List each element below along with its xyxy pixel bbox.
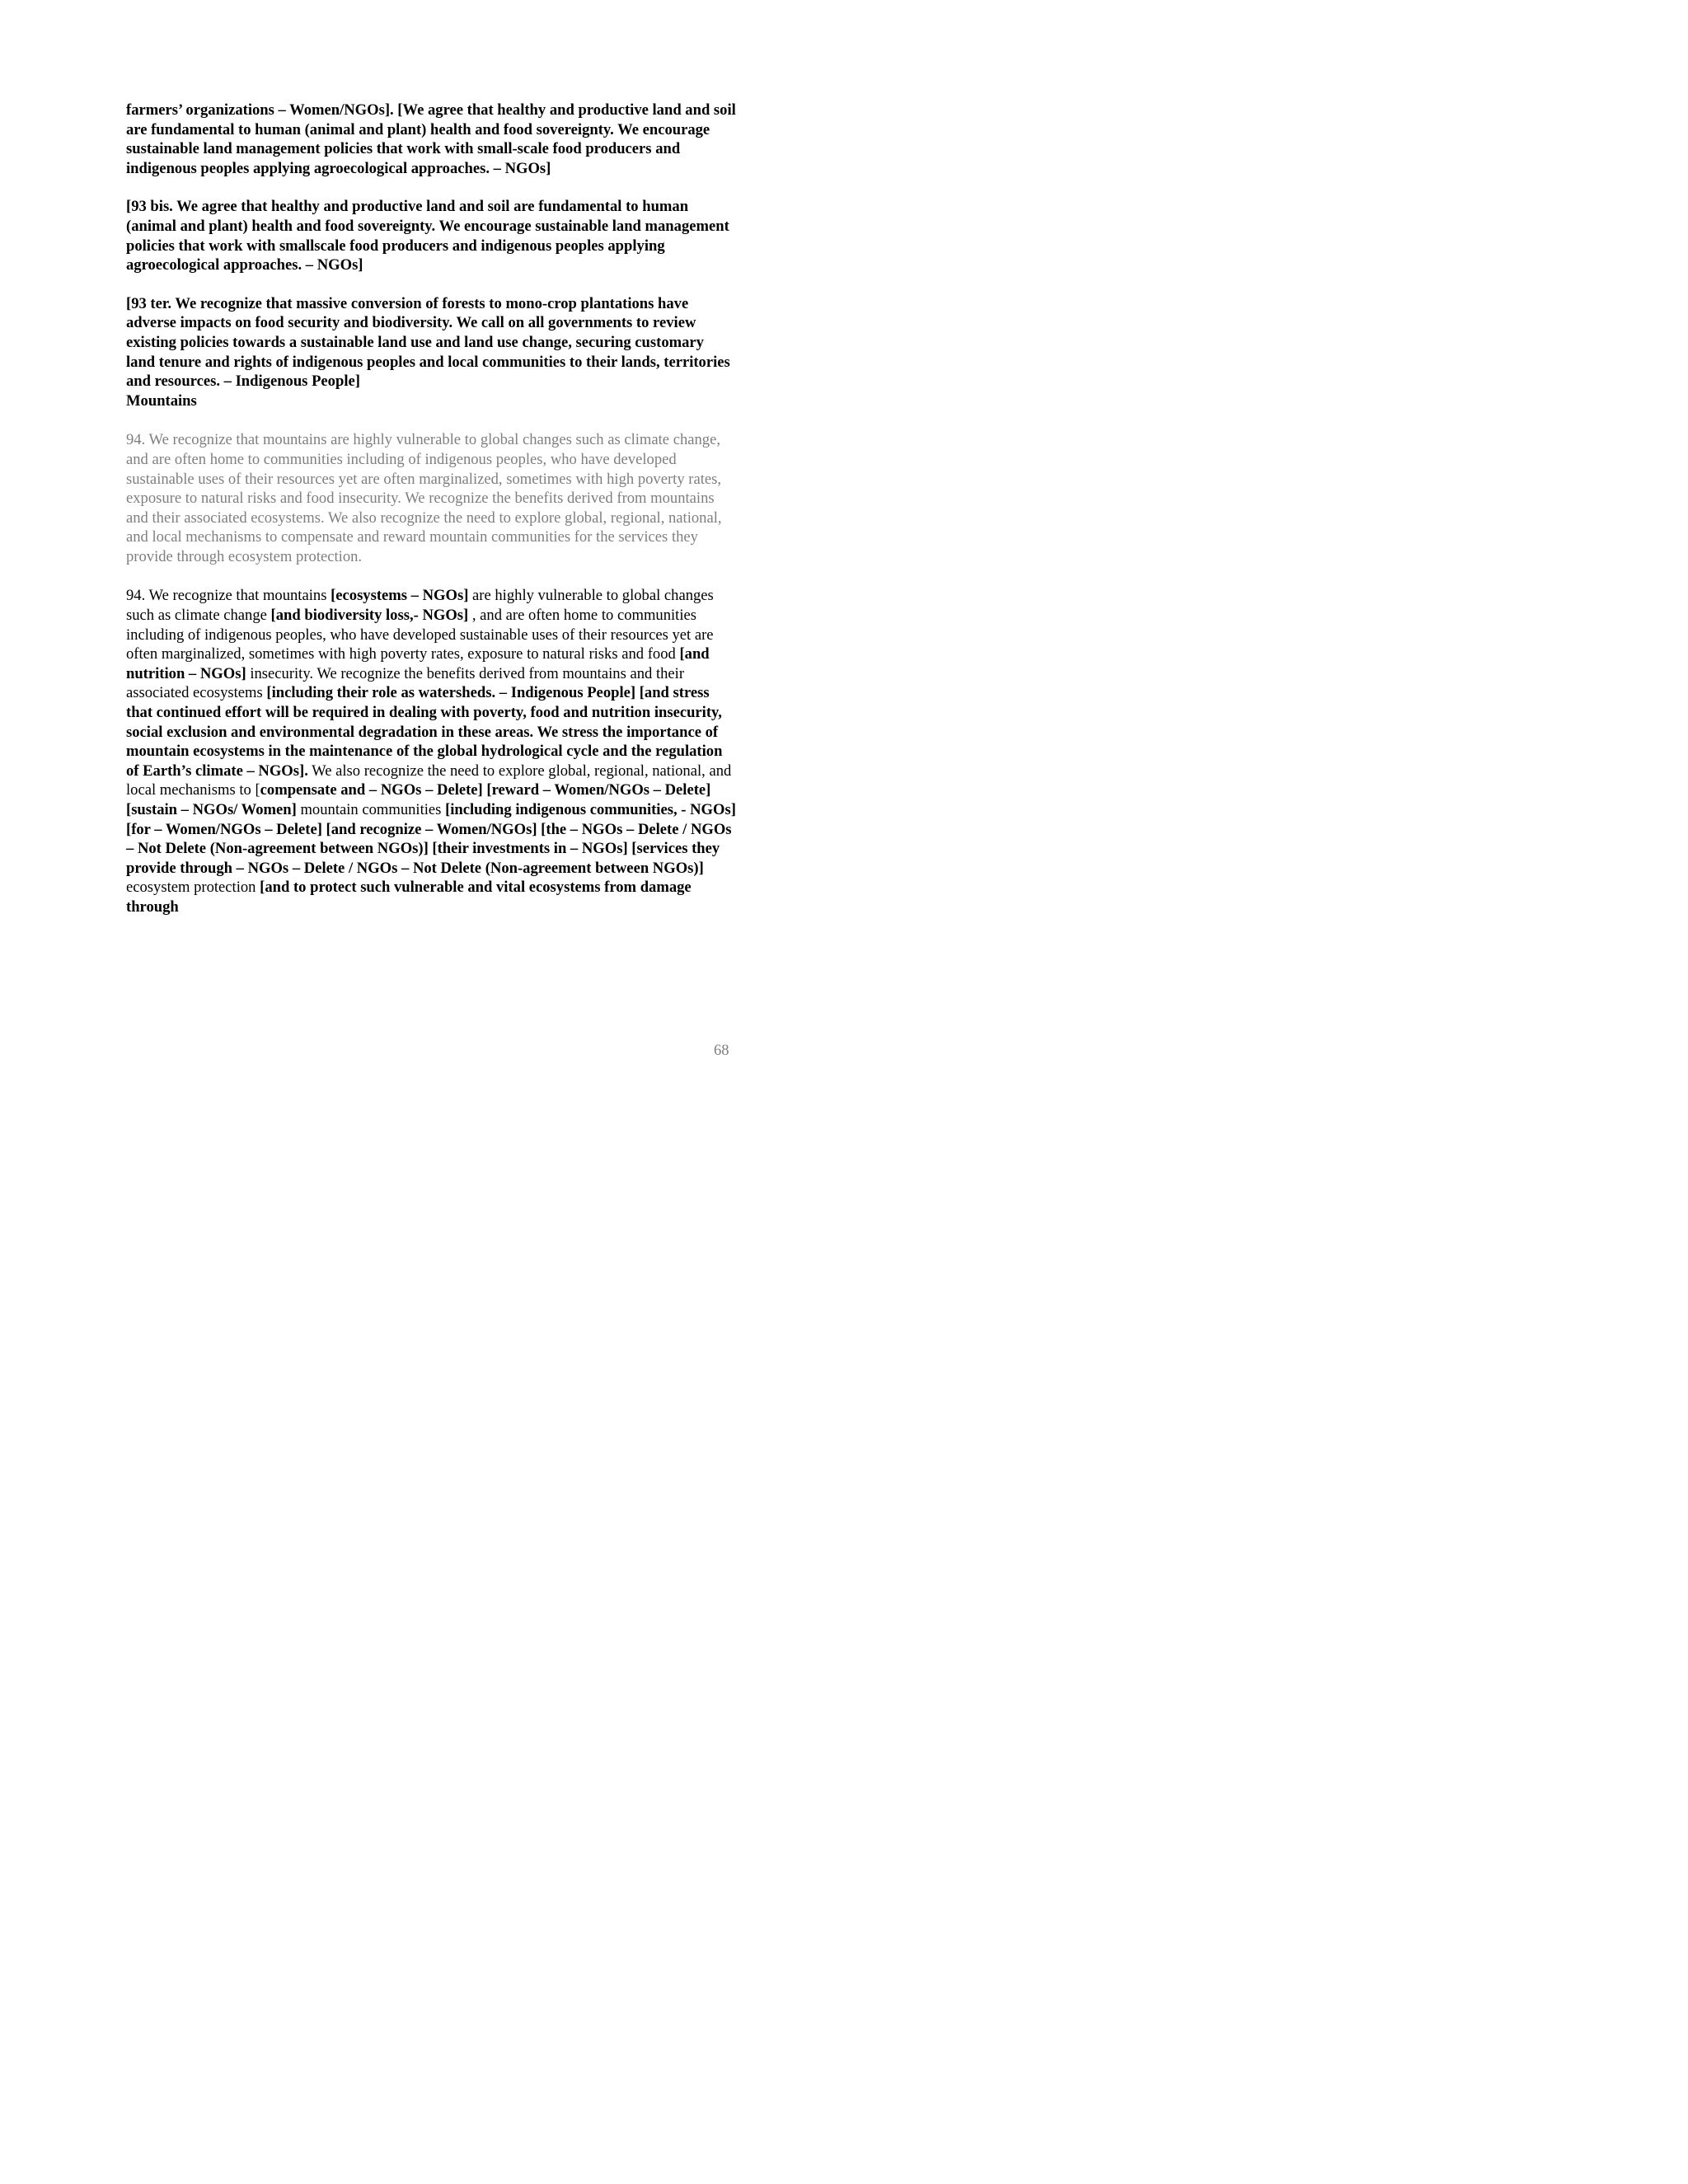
amended-text-segment: 94. We recognize that mountains [126, 587, 331, 605]
amended-text-segment: insecurity. We recognize the benefits derived from mountains and their associated ecosystems [126, 664, 685, 702]
page-number: 68 [714, 1042, 729, 1059]
amendment-segment: [including their role as watersheds. – Indigenous People] [and stress that continued effort will be required in dealing with poverty, food and nutrition insecurity, social exclusion and environmental degradation in these areas. We stress the importance of mountain ecosystems in the maintenance of the global hydrological cycle and the regulation of Earth’s climate – NGOs]. [126, 684, 723, 780]
paragraph-94-original: 94. We recognize that mountains are highly vulnerable to global changes such as climate change, and are often home to communities including of indigenous peoples, who have developed sustainable uses of their resources yet are often marginalized, sometimes with high poverty rates, exposure to natural risks and food insecurity. We recognize the benefits derived from mountains and their associated ecosystems. We also recognize the need to explore global, regional, national, and local mechanisms to compensate and reward mountain communities for the services they provide through ecosystem protection. [126, 431, 722, 565]
amended-text-segment: , and are often home to communities including of indigenous peoples, who have developed sustainable uses of their resources yet are often marginalized, sometimes with high poverty rates, exposure to natural risks and food [126, 607, 714, 663]
amendment-segment: [and to protect such vulnerable and vital ecosystems from damage through [126, 879, 692, 916]
amended-text-segment: mountain communities [296, 801, 446, 818]
amendment-segment: [and nutrition – NGOs] [126, 645, 710, 682]
amended-text-segment: We also recognize the need to explore global, regional, national, and local mechanisms to [ [126, 762, 732, 799]
amendment-segment: [ecosystems – NGOs] [331, 587, 469, 605]
amendment-segment: [and biodiversity loss,- NGOs] [270, 607, 469, 625]
amended-text-segment: are highly vulnerable to global changes such as climate change [126, 587, 714, 625]
section-heading: Mountains [126, 391, 197, 410]
amendment-segment: compensate and – NGOs – Delete] [reward – Women/NGOs – Delete] [sustain – NGOs/ Women] [126, 781, 711, 818]
paragraph-94-amended [126, 586, 736, 916]
paragraph-93-bis: [93 bis. We agree that healthy and productive land and soil are fundamental to human (animal and plant) health and food sovereignty. We encourage sustainable land management policies that work with smallscale food producers and indigenous peoples applying agroecological approaches. – NGOs] [126, 198, 729, 274]
amendment-segment: [including indigenous communities, - NGOs] [for – Women/NGOs – Delete] [and recognize – Women/NGOs] [the – NGOs – Delete / NGOs – Not Delete (Non-agreement between NGOs)] [their investments in – NGOs] [services they provide through – NGOs – Delete / NGOs – Not Delete (Non-agreement between NGOs)] [126, 801, 736, 877]
paragraph-93-ter: [93 ter. We recognize that massive conversion of forests to mono-crop plantations have adverse impacts on food security and biodiversity. We call on all governments to review existing policies towards a sustainable land use and land use change, securing customary land tenure and rights of indigenous peoples and local communities to their lands, territories and resources. – Indigenous People] [126, 294, 730, 391]
amended-text-segment: ecosystem protection [126, 879, 260, 897]
paragraph-93-continuation: farmers’ organizations – Women/NGOs]. [We agree that healthy and productive land and soil are fundamental to human (animal and plant) health and food sovereignty. We encourage sustainable land management policies that work with small-scale food producers and indigenous peoples applying agroecological approaches. – NGOs] [126, 101, 736, 177]
page-body [126, 101, 736, 917]
